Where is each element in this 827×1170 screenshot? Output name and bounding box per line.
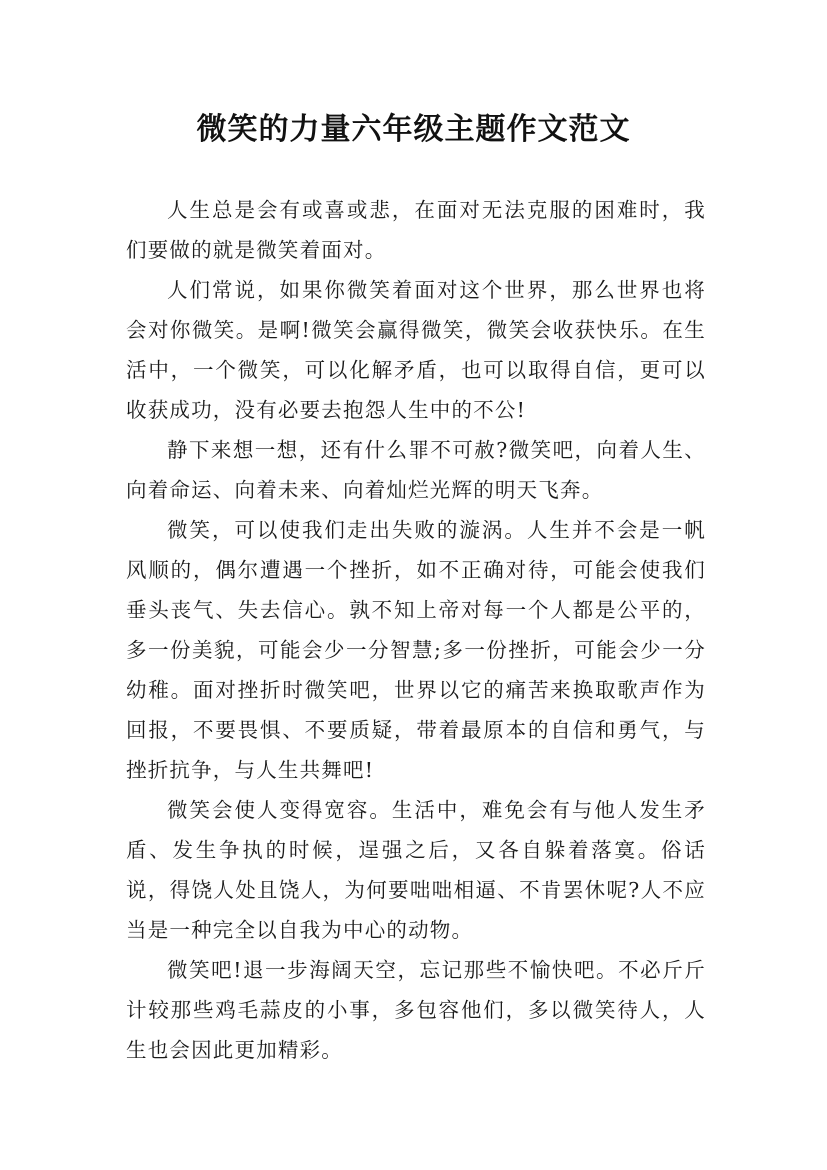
paragraph: 人们常说，如果你微笑着面对这个世界，那么世界也将会对你微笑。是啊!微笑会赢得微笑，微笑会收获快乐。在生活中，一个微笑，可以化解矛盾，也可以取得自信，更可以收获成功，没有必要去抱怨人生中的不公!: [126, 278, 706, 422]
paragraph: 人生总是会有或喜或悲，在面对无法克服的困难时，我们要做的就是微笑着面对。: [126, 198, 706, 262]
document-title: 微笑的力量六年级主题作文范文: [196, 112, 631, 147]
paragraph: 微笑吧!退一步海阔天空，忘记那些不愉快吧。不必斤斤计较那些鸡毛蒜皮的小事，多包容他们，多以微笑待人，人生也会因此更加精彩。: [126, 958, 706, 1062]
paragraph: 静下来想一想，还有什么罪不可赦?微笑吧，向着人生、向着命运、向着未来、向着灿烂光辉的明天飞奔。: [126, 438, 706, 502]
document-body: [126, 190, 706, 1070]
paragraph: 微笑，可以使我们走出失败的漩涡。人生并不会是一帆风顺的，偶尔遭遇一个挫折，如不正确对待，可能会使我们垂头丧气、失去信心。孰不知上帝对每一个人都是公平的，多一份美貌，可能会少一分智慧;多一份挫折，可能会少一分幼稚。面对挫折时微笑吧，世界以它的痛苦来换取歌声作为回报，不要畏惧、不要质疑，带着最原本的自信和勇气，与挫折抗争，与人生共舞吧!: [126, 518, 706, 782]
paragraph: 微笑会使人变得宽容。生活中，难免会有与他人发生矛盾、发生争执的时候，逞强之后，又各自躲着落寞。俗话说，得饶人处且饶人，为何要咄咄相逼、不肯罢休呢?人不应当是一种完全以自我为中心的动物。: [126, 798, 706, 942]
